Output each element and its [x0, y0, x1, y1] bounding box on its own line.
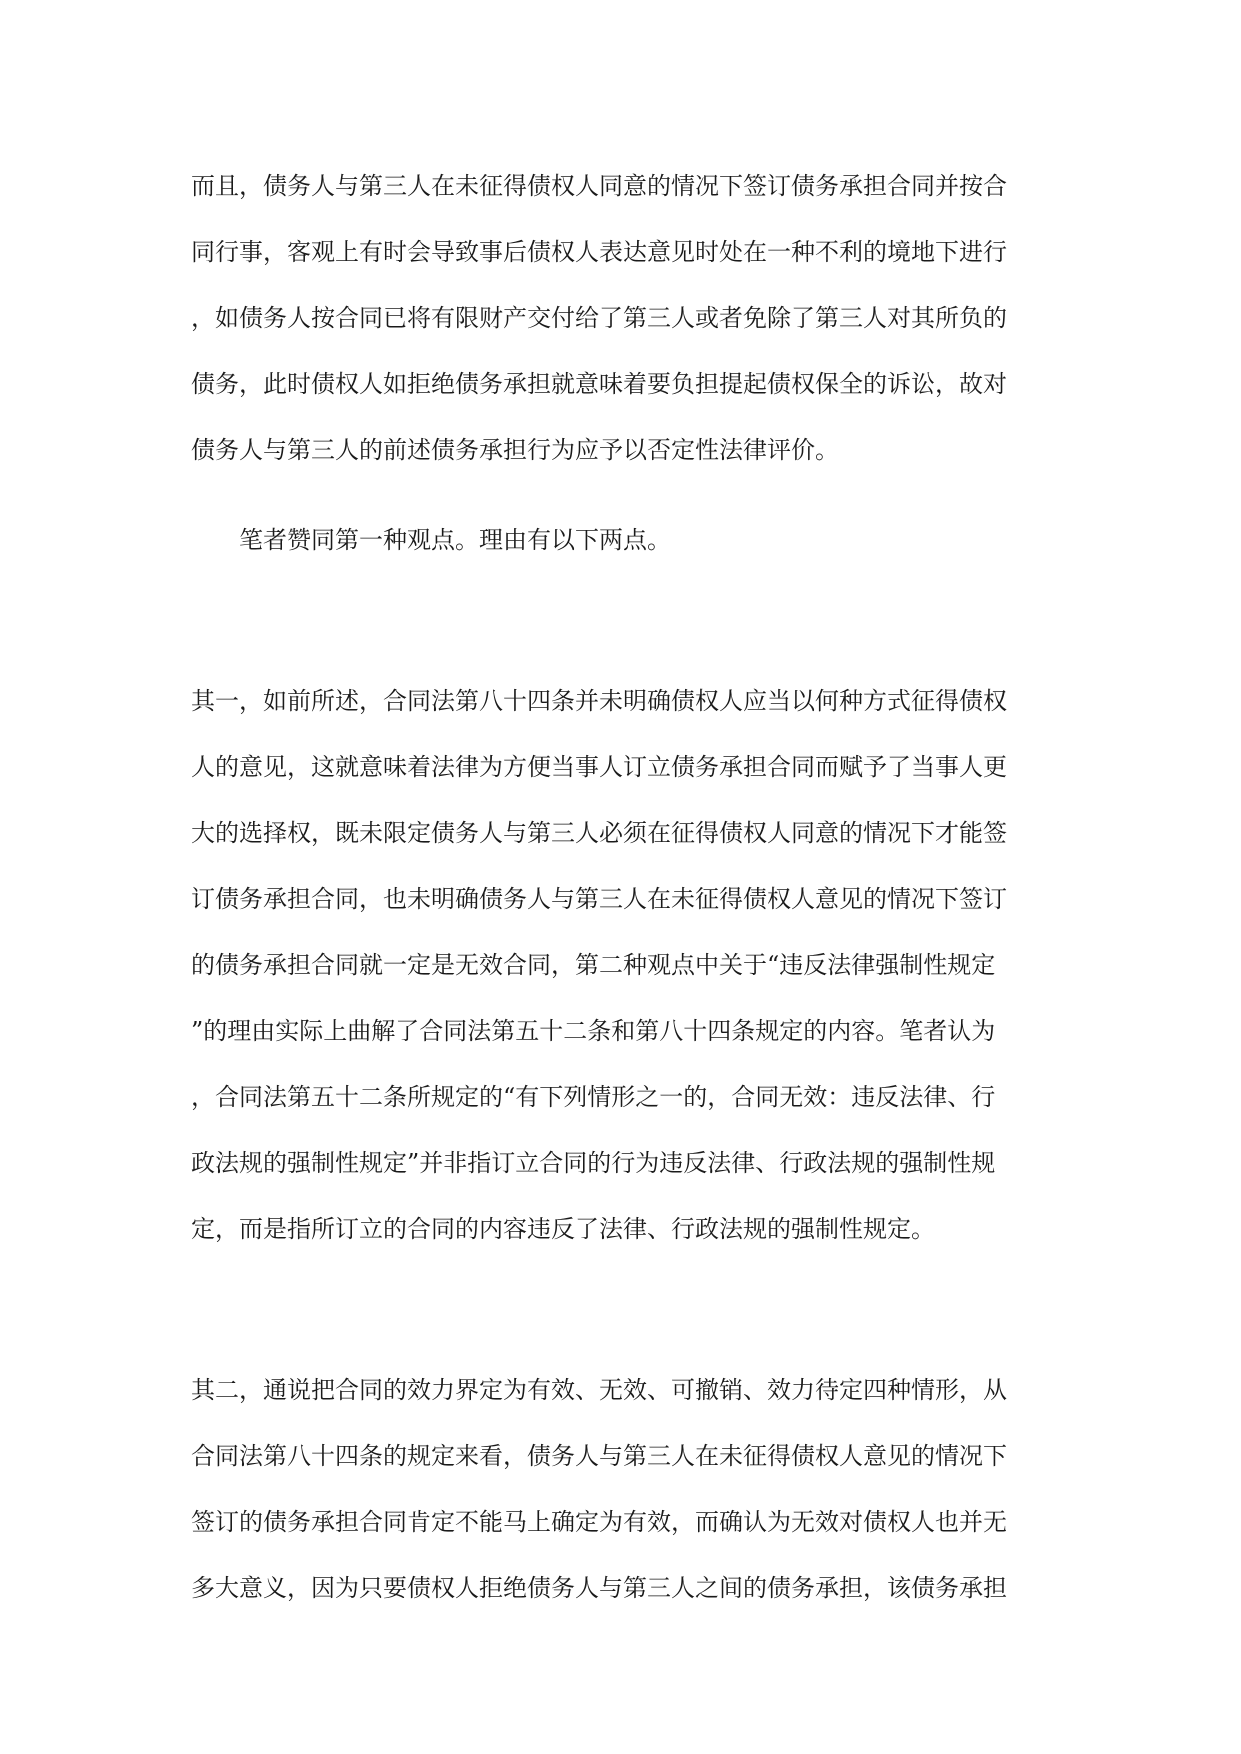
text-line: 签订的债务承担合同肯定不能马上确定为有效，而确认为无效对债权人也并无	[191, 1508, 1007, 1536]
text-line: 同行事，客观上有时会导致事后债权人表达意见时处在一种不利的境地下进行	[191, 238, 1007, 266]
text-line: 订债务承担合同，也未明确债务人与第三人在未征得债权人意见的情况下签订	[191, 885, 1007, 913]
text-line: 笔者赞同第一种观点。理由有以下两点。	[239, 526, 671, 554]
text-line: 其一，如前所述，合同法第八十四条并未明确债权人应当以何种方式征得债权	[191, 687, 1007, 715]
text-line: ，如债务人按合同已将有限财产交付给了第三人或者免除了第三人对其所负的	[191, 304, 1007, 332]
text-line: 其二，通说把合同的效力界定为有效、无效、可撤销、效力待定四种情形，从	[191, 1376, 1007, 1404]
text-line: ”的理由实际上曲解了合同法第五十二条和第八十四条规定的内容。笔者认为	[191, 1017, 996, 1045]
text-line: 人的意见，这就意味着法律为方便当事人订立债务承担合同而赋予了当事人更	[191, 753, 1007, 781]
text-line: 多大意义，因为只要债权人拒绝债务人与第三人之间的债务承担，该债务承担	[191, 1574, 1007, 1602]
text-line: ，合同法第五十二条所规定的“有下列情形之一的，合同无效：违反法律、行	[191, 1083, 996, 1111]
text-line: 债务，此时债权人如拒绝债务承担就意味着要负担提起债权保全的诉讼，故对	[191, 370, 1007, 398]
text-line: 合同法第八十四条的规定来看，债务人与第三人在未征得债权人意见的情况下	[191, 1442, 1007, 1470]
text-line: 债务人与第三人的前述债务承担行为应予以否定性法律评价。	[191, 436, 839, 464]
text-line: 的债务承担合同就一定是无效合同，第二种观点中关于“违反法律强制性规定	[191, 951, 996, 979]
text-line: 大的选择权，既未限定债务人与第三人必须在征得债权人同意的情况下才能签	[191, 819, 1007, 847]
text-line: 而且，债务人与第三人在未征得债权人同意的情况下签订债务承担合同并按合	[191, 172, 1007, 200]
text-line: 定，而是指所订立的合同的内容违反了法律、行政法规的强制性规定。	[191, 1215, 935, 1243]
text-line: 政法规的强制性规定”并非指订立合同的行为违反法律、行政法规的强制性规	[191, 1149, 996, 1177]
